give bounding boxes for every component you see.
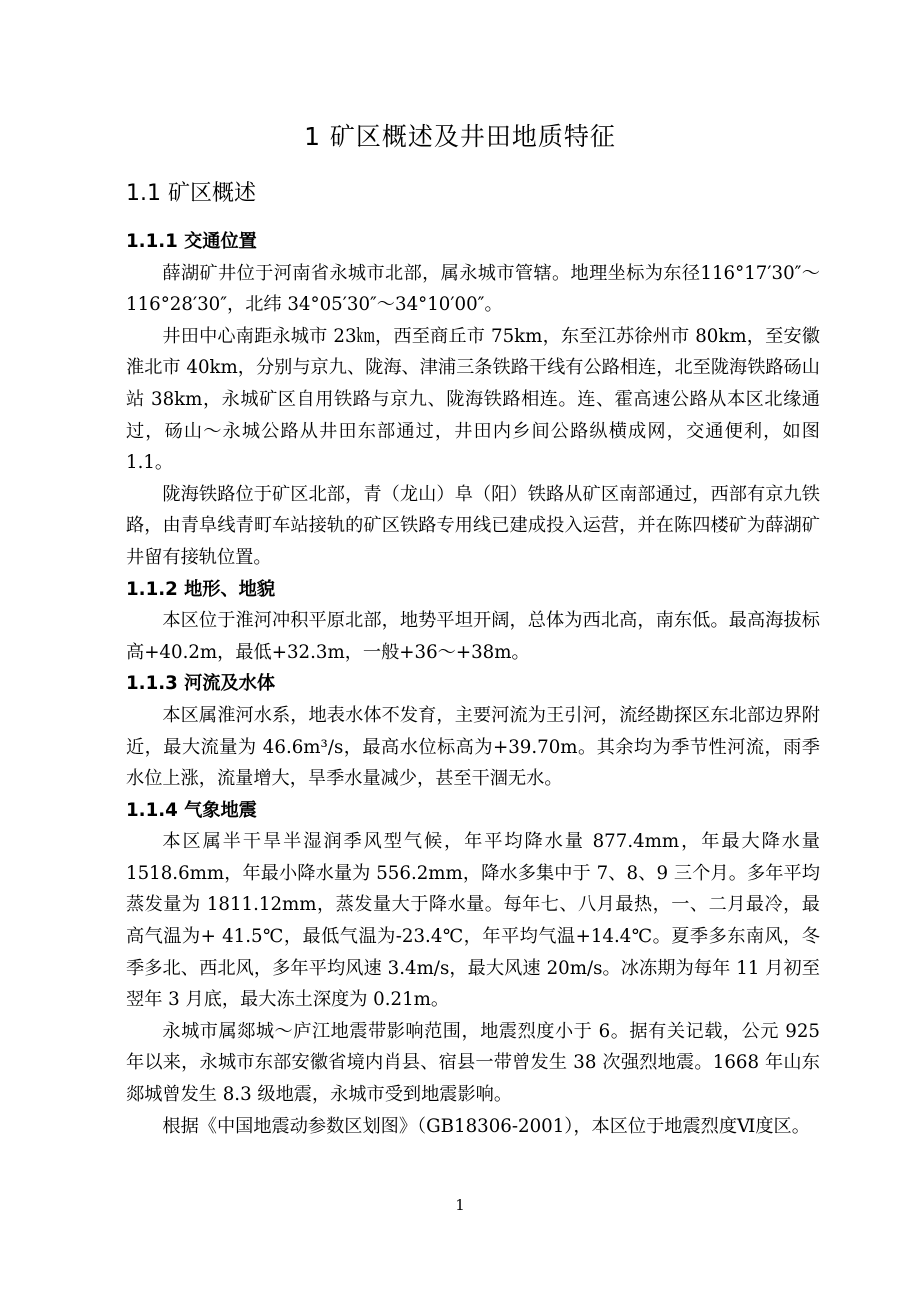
subsection-title-terrain: 1.1.2 地形、地貌 — [126, 578, 276, 600]
subsection-title-traffic: 1.1.1 交通位置 — [126, 231, 257, 252]
page-number: 1 — [455, 1196, 465, 1214]
paragraph: 永城市属郯城～庐江地震带影响范围，地震烈度小于 6。据有关记载，公元 925 年以来，永城市东部安徽省境内肖县、宿县一带曾发生 38 次强烈地震。1668 年山东郯城曾发生 8.3 级地震，永城市受到地震影响。 — [126, 1020, 820, 1106]
subsection-title-rivers: 1.1.3 河流及水体 — [126, 673, 276, 695]
subsection-title-climate-earthquake: 1.1.4 气象地震 — [126, 799, 257, 821]
chapter-title: 1 矿区概述及井田地质特征 — [304, 122, 616, 151]
section-content — [126, 226, 820, 1142]
paragraph: 井田中心南距永城市 23㎞，西至商丘市 75km，东至江苏徐州市 80km，至安徽淮北市 40km，分别与京九、陇海、津浦三条铁路干线有公路相连，北至陇海铁路砀山站 38km，永城矿区自用铁路与京九、陇海铁路相连。连、霍高速公路从本区北缘通过，砀山～永城公路从井田东部通过，井田内乡间公路纵横成网，交通便利，如图 1.1。 — [126, 325, 820, 474]
paragraph: 本区属淮河水系，地表水体不发育，主要河流为王引河，流经勘探区东北部边界附近，最大流量为 46.6m³/s，最高水位标高为+39.70m。其余均为季节性河流，雨季水位上涨，流量增大，旱季水量减少，甚至干涸无水。 — [126, 704, 820, 790]
paragraph: 薛湖矿井位于河南省永城市北部，属永城市管辖。地理坐标为东径116°17′30″～116°28′30″，北纬 34°05′30″～34°10′00″。 — [126, 262, 820, 316]
paragraph: 根据《中国地震动参数区划图》（GB18306-2001），本区位于地震烈度Ⅵ度区。 — [162, 1115, 810, 1137]
section-title: 1.1 矿区概述 — [126, 181, 256, 206]
paragraph: 陇海铁路位于矿区北部，青（龙山）阜（阳）铁路从矿区南部通过，西部有京九铁路，由青阜线青町车站接轨的矿区铁路专用线已建成投入运营，并在陈四楼矿为薛湖矿井留有接轨位置。 — [126, 483, 820, 568]
paragraph: 本区位于淮河冲积平原北部，地势平坦开阔，总体为西北高，南东低。最高海拔标高+40.2m，最低+32.3m，一般+36～+38m。 — [126, 610, 820, 663]
paragraph: 本区属半干旱半湿润季风型气候，年平均降水量 877.4mm，年最大降水量 1518.6mm，年最小降水量为 556.2mm，降水多集中于 7、8、9 三个月。多年平均蒸发量为 1811.12mm，蒸发量大于降水量。每年七、八月最热，一、二月最冷，最高气温为+ 41.5℃，最低气温为-23.4℃，年平均气温+14.4℃。夏季多东南风，冬季多北、西北风，多年平均风速 3.4m/s，最大风速 20m/s。冰冻期为每年 11 月初至翌年 3 月底，最大冻土深度为 0.21m。 — [126, 831, 820, 1011]
